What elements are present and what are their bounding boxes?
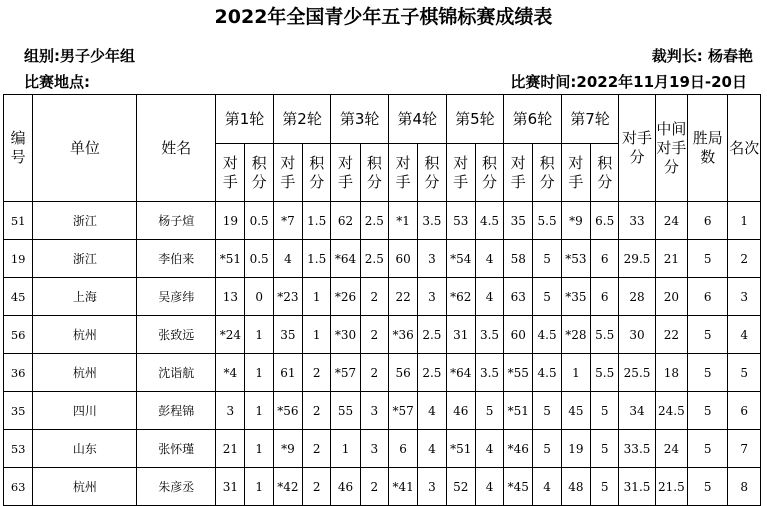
cell-rank: 6 bbox=[728, 392, 761, 430]
cell-score: 2 bbox=[360, 316, 388, 354]
cell-mid-opp-score: 21.5 bbox=[655, 468, 687, 506]
table-row bbox=[4, 240, 761, 278]
cell-score: 4 bbox=[533, 468, 561, 506]
cell-score: 1 bbox=[303, 278, 331, 316]
cell-opponent: *1 bbox=[388, 202, 417, 240]
cell-opponent: *30 bbox=[331, 316, 360, 354]
cell-opponent: 60 bbox=[388, 240, 417, 278]
cell-score: 4 bbox=[475, 240, 503, 278]
cell-opponent: 1 bbox=[331, 430, 360, 468]
cell-unit: 四川 bbox=[33, 392, 137, 430]
header-round-6: 第6轮 bbox=[504, 95, 562, 144]
cell-opponent: 61 bbox=[273, 354, 302, 392]
cell-opponent: *51 bbox=[504, 392, 533, 430]
cell-score: 4.5 bbox=[533, 316, 561, 354]
cell-mid-opp-score: 20 bbox=[655, 278, 687, 316]
table-row bbox=[4, 202, 761, 240]
header-unit: 单位 bbox=[33, 95, 137, 202]
header-round-2: 第2轮 bbox=[273, 95, 331, 144]
cell-wins: 5 bbox=[688, 392, 728, 430]
cell-score: 1 bbox=[245, 354, 273, 392]
cell-name: 沈诣航 bbox=[137, 354, 216, 392]
header-score: 积分 bbox=[245, 144, 273, 202]
header-score: 积分 bbox=[533, 144, 561, 202]
cell-opponent: *46 bbox=[504, 430, 533, 468]
cell-number: 53 bbox=[4, 430, 33, 468]
cell-score: 0.5 bbox=[245, 202, 273, 240]
cell-mid-opp-score: 24 bbox=[655, 202, 687, 240]
cell-name: 李伯来 bbox=[137, 240, 216, 278]
cell-opponent: *64 bbox=[446, 354, 475, 392]
cell-opponent: *7 bbox=[273, 202, 302, 240]
header-score: 积分 bbox=[418, 144, 446, 202]
cell-opp-score: 30 bbox=[619, 316, 655, 354]
cell-name: 彭程锦 bbox=[137, 392, 216, 430]
cell-mid-opp-score: 18 bbox=[655, 354, 687, 392]
cell-score: 2 bbox=[360, 468, 388, 506]
cell-rank: 4 bbox=[728, 316, 761, 354]
cell-opponent: *26 bbox=[331, 278, 360, 316]
cell-score: 2.5 bbox=[418, 316, 446, 354]
cell-name: 张致远 bbox=[137, 316, 216, 354]
cell-score: 4.5 bbox=[533, 354, 561, 392]
header-opponent: 对手 bbox=[446, 144, 475, 202]
cell-unit: 浙江 bbox=[33, 240, 137, 278]
referee-label: 裁判长: 杨春艳 bbox=[651, 47, 753, 65]
cell-rank: 7 bbox=[728, 430, 761, 468]
cell-opp-score: 33.5 bbox=[619, 430, 655, 468]
cell-score: 6.5 bbox=[591, 202, 619, 240]
cell-opponent: 3 bbox=[216, 392, 245, 430]
cell-number: 56 bbox=[4, 316, 33, 354]
header-score: 积分 bbox=[303, 144, 331, 202]
cell-name: 张怀瑾 bbox=[137, 430, 216, 468]
cell-opponent: *51 bbox=[446, 430, 475, 468]
cell-opp-score: 31.5 bbox=[619, 468, 655, 506]
cell-score: 5 bbox=[591, 468, 619, 506]
cell-number: 45 bbox=[4, 278, 33, 316]
cell-score: 5 bbox=[475, 392, 503, 430]
cell-opponent: *64 bbox=[331, 240, 360, 278]
cell-opponent: 6 bbox=[388, 430, 417, 468]
cell-opponent: *9 bbox=[273, 430, 302, 468]
cell-unit: 杭州 bbox=[33, 468, 137, 506]
header-no: 编号 bbox=[4, 95, 33, 202]
cell-name: 杨子煊 bbox=[137, 202, 216, 240]
cell-score: 2.5 bbox=[360, 240, 388, 278]
cell-wins: 5 bbox=[688, 240, 728, 278]
header-rank: 名次 bbox=[728, 95, 761, 202]
cell-name: 吴彦纬 bbox=[137, 278, 216, 316]
cell-score: 2 bbox=[303, 430, 331, 468]
cell-unit: 上海 bbox=[33, 278, 137, 316]
header-score: 积分 bbox=[360, 144, 388, 202]
cell-opponent: 21 bbox=[216, 430, 245, 468]
cell-score: 2 bbox=[303, 468, 331, 506]
cell-score: 2 bbox=[303, 392, 331, 430]
cell-opponent: 55 bbox=[331, 392, 360, 430]
cell-mid-opp-score: 21 bbox=[655, 240, 687, 278]
cell-name: 朱彦丞 bbox=[137, 468, 216, 506]
cell-score: 4.5 bbox=[475, 202, 503, 240]
cell-opp-score: 28 bbox=[619, 278, 655, 316]
header-opponent: 对手 bbox=[388, 144, 417, 202]
cell-wins: 5 bbox=[688, 468, 728, 506]
cell-opponent: 4 bbox=[273, 240, 302, 278]
cell-unit: 杭州 bbox=[33, 316, 137, 354]
cell-score: 5 bbox=[533, 240, 561, 278]
cell-opponent: *57 bbox=[388, 392, 417, 430]
cell-score: 1 bbox=[303, 316, 331, 354]
cell-opponent: 31 bbox=[216, 468, 245, 506]
header-name: 姓名 bbox=[137, 95, 216, 202]
cell-opp-score: 25.5 bbox=[619, 354, 655, 392]
cell-opponent: 22 bbox=[388, 278, 417, 316]
table-row bbox=[4, 468, 761, 506]
header-round-3: 第3轮 bbox=[331, 95, 389, 144]
cell-opponent: 35 bbox=[504, 202, 533, 240]
cell-score: 2.5 bbox=[360, 202, 388, 240]
header-opponent: 对手 bbox=[273, 144, 302, 202]
cell-opponent: 60 bbox=[504, 316, 533, 354]
cell-wins: 6 bbox=[688, 278, 728, 316]
cell-rank: 8 bbox=[728, 468, 761, 506]
header-score: 积分 bbox=[591, 144, 619, 202]
cell-opponent: 1 bbox=[561, 354, 590, 392]
cell-unit: 杭州 bbox=[33, 354, 137, 392]
cell-opponent: 52 bbox=[446, 468, 475, 506]
cell-opponent: 48 bbox=[561, 468, 590, 506]
cell-number: 51 bbox=[4, 202, 33, 240]
cell-opp-score: 33 bbox=[619, 202, 655, 240]
cell-opp-score: 29.5 bbox=[619, 240, 655, 278]
cell-opp-score: 34 bbox=[619, 392, 655, 430]
cell-score: 3 bbox=[418, 278, 446, 316]
cell-rank: 2 bbox=[728, 240, 761, 278]
results-table bbox=[3, 94, 761, 506]
cell-number: 36 bbox=[4, 354, 33, 392]
cell-opponent: *45 bbox=[504, 468, 533, 506]
cell-score: 2 bbox=[360, 354, 388, 392]
cell-opponent: *23 bbox=[273, 278, 302, 316]
cell-opponent: 56 bbox=[388, 354, 417, 392]
table-row bbox=[4, 278, 761, 316]
cell-score: 1 bbox=[245, 392, 273, 430]
cell-opponent: 35 bbox=[273, 316, 302, 354]
cell-score: 5 bbox=[591, 392, 619, 430]
header-wins: 胜局数 bbox=[688, 95, 728, 202]
header-opponent: 对手 bbox=[561, 144, 590, 202]
cell-score: 5.5 bbox=[591, 354, 619, 392]
cell-opponent: *54 bbox=[446, 240, 475, 278]
cell-score: 6 bbox=[591, 240, 619, 278]
cell-opponent: *41 bbox=[388, 468, 417, 506]
cell-opponent: *62 bbox=[446, 278, 475, 316]
cell-unit: 山东 bbox=[33, 430, 137, 468]
cell-opponent: 53 bbox=[446, 202, 475, 240]
header-opponent: 对手 bbox=[504, 144, 533, 202]
cell-opponent: *4 bbox=[216, 354, 245, 392]
header-round-4: 第4轮 bbox=[388, 95, 446, 144]
cell-score: 3.5 bbox=[418, 202, 446, 240]
cell-score: 5 bbox=[533, 392, 561, 430]
cell-score: 3.5 bbox=[475, 354, 503, 392]
header-mid-opp-score: 中间对手分 bbox=[655, 95, 687, 202]
cell-opponent: 31 bbox=[446, 316, 475, 354]
cell-opponent: *55 bbox=[504, 354, 533, 392]
cell-unit: 浙江 bbox=[33, 202, 137, 240]
cell-mid-opp-score: 22 bbox=[655, 316, 687, 354]
cell-score: 2.5 bbox=[418, 354, 446, 392]
header-opponent: 对手 bbox=[331, 144, 360, 202]
cell-opponent: *24 bbox=[216, 316, 245, 354]
header-score: 积分 bbox=[475, 144, 503, 202]
cell-score: 4 bbox=[475, 278, 503, 316]
cell-opponent: 19 bbox=[561, 430, 590, 468]
cell-opponent: 45 bbox=[561, 392, 590, 430]
cell-wins: 5 bbox=[688, 316, 728, 354]
cell-opponent: *35 bbox=[561, 278, 590, 316]
cell-score: 1 bbox=[245, 468, 273, 506]
cell-score: 1.5 bbox=[303, 202, 331, 240]
header-opp-score: 对手分 bbox=[619, 95, 655, 202]
cell-mid-opp-score: 24.5 bbox=[655, 392, 687, 430]
cell-score: 0 bbox=[245, 278, 273, 316]
table-row bbox=[4, 354, 761, 392]
cell-score: 1 bbox=[245, 316, 273, 354]
cell-score: 4 bbox=[418, 430, 446, 468]
header-round-1: 第1轮 bbox=[216, 95, 274, 144]
cell-score: 2 bbox=[360, 278, 388, 316]
cell-score: 2 bbox=[303, 354, 331, 392]
header-row bbox=[4, 95, 761, 144]
cell-opponent: 62 bbox=[331, 202, 360, 240]
venue-label: 比赛地点: bbox=[24, 73, 90, 91]
cell-rank: 3 bbox=[728, 278, 761, 316]
cell-opponent: 13 bbox=[216, 278, 245, 316]
header-round-7: 第7轮 bbox=[561, 95, 619, 144]
cell-number: 63 bbox=[4, 468, 33, 506]
cell-opponent: 19 bbox=[216, 202, 245, 240]
group-label: 组别:男子少年组 bbox=[24, 47, 135, 65]
cell-opponent: *28 bbox=[561, 316, 590, 354]
table-row bbox=[4, 392, 761, 430]
cell-opponent: 46 bbox=[446, 392, 475, 430]
cell-opponent: 46 bbox=[331, 468, 360, 506]
cell-rank: 5 bbox=[728, 354, 761, 392]
table-body bbox=[4, 202, 761, 506]
cell-opponent: *57 bbox=[331, 354, 360, 392]
cell-number: 35 bbox=[4, 392, 33, 430]
cell-opponent: *42 bbox=[273, 468, 302, 506]
cell-score: 4 bbox=[475, 468, 503, 506]
cell-opponent: *53 bbox=[561, 240, 590, 278]
cell-wins: 5 bbox=[688, 354, 728, 392]
cell-opponent: *51 bbox=[216, 240, 245, 278]
cell-wins: 6 bbox=[688, 202, 728, 240]
cell-number: 19 bbox=[4, 240, 33, 278]
cell-score: 4 bbox=[418, 392, 446, 430]
cell-opponent: *36 bbox=[388, 316, 417, 354]
cell-wins: 5 bbox=[688, 430, 728, 468]
cell-mid-opp-score: 24 bbox=[655, 430, 687, 468]
cell-score: 3.5 bbox=[475, 316, 503, 354]
cell-score: 5.5 bbox=[533, 202, 561, 240]
cell-score: 5.5 bbox=[591, 316, 619, 354]
table-row bbox=[4, 316, 761, 354]
cell-score: 3 bbox=[418, 468, 446, 506]
cell-score: 5 bbox=[591, 430, 619, 468]
time-label: 比赛时间:2022年11月19日-20日 bbox=[510, 73, 747, 91]
table-row bbox=[4, 430, 761, 468]
cell-score: 4 bbox=[475, 430, 503, 468]
cell-opponent: *9 bbox=[561, 202, 590, 240]
cell-opponent: *56 bbox=[273, 392, 302, 430]
cell-score: 3 bbox=[418, 240, 446, 278]
page-title: 2022年全国青少年五子棋锦标赛成绩表 bbox=[214, 6, 553, 28]
cell-score: 0.5 bbox=[245, 240, 273, 278]
cell-score: 1 bbox=[245, 430, 273, 468]
cell-score: 3 bbox=[360, 430, 388, 468]
cell-score: 1.5 bbox=[303, 240, 331, 278]
cell-opponent: 63 bbox=[504, 278, 533, 316]
header-opponent: 对手 bbox=[216, 144, 245, 202]
header-round-5: 第5轮 bbox=[446, 95, 504, 144]
cell-score: 3 bbox=[360, 392, 388, 430]
cell-rank: 1 bbox=[728, 202, 761, 240]
cell-score: 5 bbox=[533, 430, 561, 468]
cell-score: 5 bbox=[533, 278, 561, 316]
cell-score: 6 bbox=[591, 278, 619, 316]
cell-opponent: 58 bbox=[504, 240, 533, 278]
